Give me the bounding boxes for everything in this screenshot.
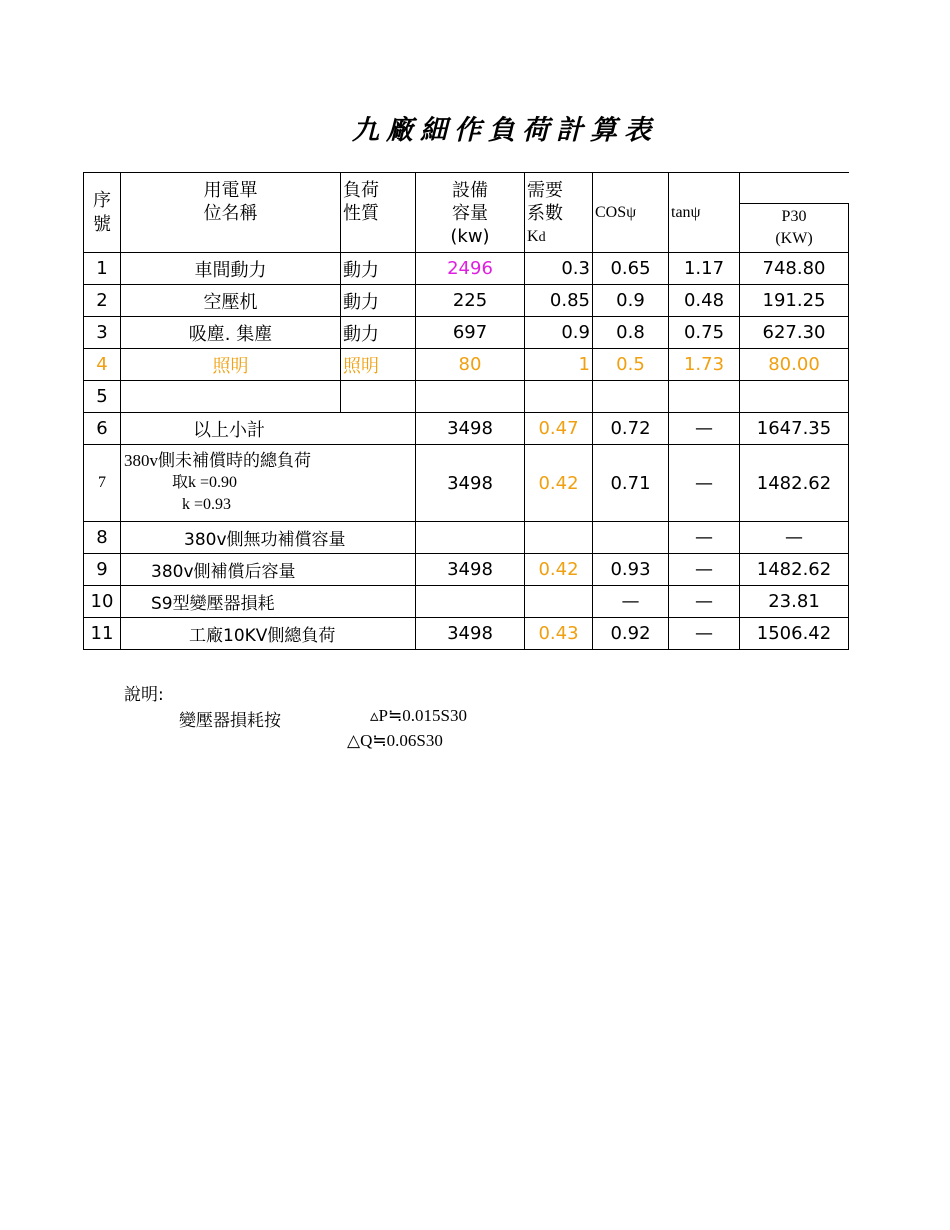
table-cell: 0.43 (525, 618, 593, 650)
table-row (84, 317, 849, 349)
table-cell: 0.75 (669, 317, 740, 349)
table-cell: 1506.42 (740, 618, 849, 650)
table-cell: 0.93 (593, 554, 669, 586)
table-cell: 以上小計 (121, 413, 416, 445)
table-cell: — (669, 554, 740, 586)
table-row (84, 618, 849, 650)
table-cell: 9 (84, 554, 121, 586)
table-cell: 3498 (416, 618, 525, 650)
table-cell: 5 (84, 381, 121, 413)
table-cell: 0.3 (525, 253, 593, 285)
table-row (84, 413, 849, 445)
table-cell: 3498 (416, 445, 525, 522)
notes-label: 說明: (124, 685, 164, 705)
table-cell: 6 (84, 413, 121, 445)
table-row (84, 253, 849, 285)
header-tan: tanψ (669, 173, 740, 253)
table-cell (416, 586, 525, 618)
table-cell (416, 522, 525, 554)
table-cell: — (669, 522, 740, 554)
table-cell: 0.8 (593, 317, 669, 349)
table-cell: 工廠10KV側總負荷 (121, 618, 416, 650)
table-cell: — (669, 445, 740, 522)
table-row (84, 554, 849, 586)
table-cell: 1482.62 (740, 445, 849, 522)
table-cell: 0.9 (593, 285, 669, 317)
table-cell: 0.92 (593, 618, 669, 650)
table-cell: 0.71 (593, 445, 669, 522)
table-cell: 0.72 (593, 413, 669, 445)
table-cell (416, 381, 525, 413)
table-cell: 3 (84, 317, 121, 349)
table-cell: 0.85 (525, 285, 593, 317)
notes-line1-formula: ▵P≒0.015S30 (370, 706, 467, 725)
table-cell: 4 (84, 349, 121, 381)
table-cell: 1 (525, 349, 593, 381)
table-cell: — (669, 413, 740, 445)
table-cell: 吸塵. 集塵 (121, 317, 341, 349)
header-kd: 需要 系數 Kd (525, 173, 593, 253)
table-cell: 225 (416, 285, 525, 317)
table-cell (525, 522, 593, 554)
table-cell: 380v側補償后容量 (121, 554, 416, 586)
table-cell (593, 381, 669, 413)
table-row (84, 586, 849, 618)
table-cell: 380v側無功補償容量 (121, 522, 416, 554)
table-cell: 1647.35 (740, 413, 849, 445)
table-cell (525, 586, 593, 618)
table-cell (341, 381, 416, 413)
table-cell: 1.73 (669, 349, 740, 381)
header-p30-top (740, 173, 849, 204)
table-cell: 3498 (416, 554, 525, 586)
row-7-name: 380v側未補償時的總負荷 取k =0.90 k =0.93 (121, 445, 416, 522)
table-cell: 23.81 (740, 586, 849, 618)
table-cell: 0.5 (593, 349, 669, 381)
table-cell: 車間動力 (121, 253, 341, 285)
table-cell: 0.9 (525, 317, 593, 349)
table-cell: 1482.62 (740, 554, 849, 586)
header-capacity: 設備 容量 (kw) (416, 173, 525, 253)
table-cell: 2496 (416, 253, 525, 285)
table-row (84, 381, 849, 413)
table-cell: 2 (84, 285, 121, 317)
table-cell: 0.47 (525, 413, 593, 445)
table-cell: — (669, 618, 740, 650)
table-cell: 7 (84, 445, 121, 522)
notes-line1-label: 變壓器損耗按 (179, 711, 281, 731)
table-cell: 748.80 (740, 253, 849, 285)
table-cell: 697 (416, 317, 525, 349)
table-cell: 1 (84, 253, 121, 285)
table-cell (593, 522, 669, 554)
table-row (84, 445, 849, 522)
table-cell: 80.00 (740, 349, 849, 381)
table-cell (121, 381, 341, 413)
header-p30: P30 (KW) (740, 204, 849, 253)
table-cell: 11 (84, 618, 121, 650)
table-cell: 照明 (121, 349, 341, 381)
table-row (84, 285, 849, 317)
table-cell: 0.48 (669, 285, 740, 317)
table-cell: 照明 (341, 349, 416, 381)
table-cell: 動力 (341, 317, 416, 349)
table-cell: 動力 (341, 253, 416, 285)
table-cell (740, 381, 849, 413)
header-nature: 負荷 性質 (341, 173, 416, 253)
table-cell: — (593, 586, 669, 618)
table-cell: — (740, 522, 849, 554)
table-cell: 空壓机 (121, 285, 341, 317)
table-cell: 80 (416, 349, 525, 381)
table-row (84, 349, 849, 381)
header-seq: 序號 (84, 173, 121, 253)
table-cell: 動力 (341, 285, 416, 317)
sheet-title: 九廠細作負荷計算表 (352, 115, 658, 146)
table-cell: 0.65 (593, 253, 669, 285)
header-cos: COSψ (593, 173, 669, 253)
table-cell: — (669, 586, 740, 618)
table-cell: 10 (84, 586, 121, 618)
table-cell: 191.25 (740, 285, 849, 317)
table-cell (525, 381, 593, 413)
load-calculation-table (83, 172, 849, 650)
table-cell: 1.17 (669, 253, 740, 285)
table-cell (669, 381, 740, 413)
table-cell: S9型變壓器損耗 (121, 586, 416, 618)
table-cell: 3498 (416, 413, 525, 445)
notes-line2-formula: △Q≒0.06S30 (347, 731, 443, 750)
header-name: 用電單 位名稱 (121, 173, 341, 253)
table-cell: 8 (84, 522, 121, 554)
table-row (84, 522, 849, 554)
table-cell: 0.42 (525, 445, 593, 522)
table-cell: 0.42 (525, 554, 593, 586)
table-cell: 627.30 (740, 317, 849, 349)
